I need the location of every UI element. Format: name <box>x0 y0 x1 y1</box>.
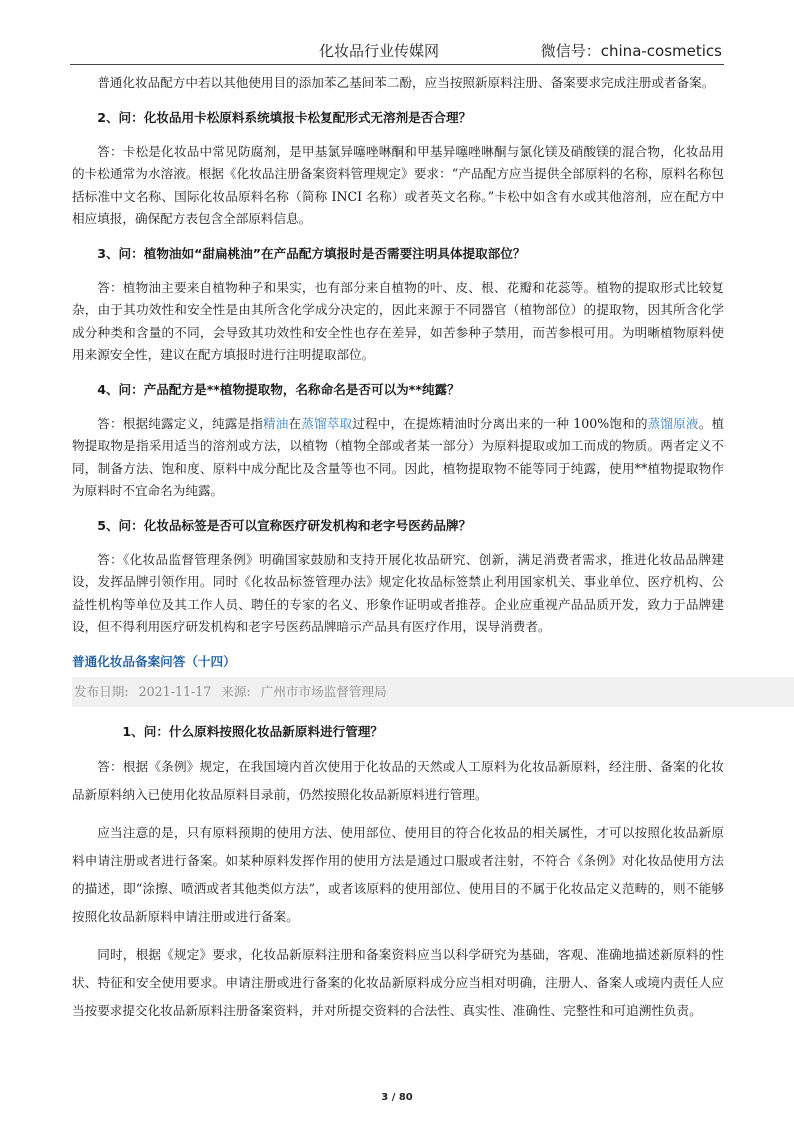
link-distillation-extraction[interactable]: 蒸馏萃取 <box>301 415 353 431</box>
answer-4-text-d: 。植物提取物是指采用适当的溶剂或方法，以植物（植物全部或者某一部分）为原料提取或加工而成的物质。两者定义不同，制备方法、饱和度、原料中成分配比及含量等也不同。因此，植物提取物不能等同于纯露，使用**植物提取物作为原料时不宜命名为纯露。 <box>72 415 725 498</box>
pub-date: 2021-11-17 <box>138 683 212 699</box>
answer-4 <box>72 413 724 503</box>
publish-info-bar <box>72 677 794 707</box>
source-label: 来源: <box>221 683 251 699</box>
answer-4-text-c: 过程中，在提炼精油时分离出来的一种 100%饱和的 <box>352 415 648 431</box>
answer-4-text-b: 在 <box>288 415 302 431</box>
section2-paragraph-2: 应当注意的是，只有原料预期的使用方法、使用部位、使用目的符合化妆品的相关属性，才可以按照化妆品新原料申请注册或者进行备案。如某种原料发挥作用的使用方法是通过口服或者注射，不符合《条例》对化妆品使用方法的描述，即“涂擦、喷洒或者其他类似方法”，或者该原料的使用部位、使用目的不属于化妆品定义范畴的，则不能够按照化妆品新原料申请注册或进行备案。 <box>72 824 724 924</box>
section2-paragraph-1: 答：根据《条例》规定，在我国境内首次使用于化妆品的天然或人工原料为化妆品新原料，经注册、备案的化妆品新原料纳入已使用化妆品原料目录前，仍然按照化妆品新原料进行管理。 <box>72 758 724 802</box>
section2-question-1: 1、问：什么原料按照化妆品新原料进行管理？ <box>122 723 384 739</box>
site-title: 化妆品行业传媒网 <box>319 42 440 60</box>
section2-body <box>72 721 724 1025</box>
wechat-id: 微信号：china-cosmetics <box>540 42 722 60</box>
section2-paragraph-3: 同时，根据《规定》要求，化妆品新原料注册和备案资料应当以科学研究为基础，客观、准确地描述新原料的性状、特征和安全使用要求。申请注册或进行备案的化妆品新原料成分应当相对明确，注册人、备案人或境内责任人应当按要求提交化妆品新原料注册备案资料，并对所提交资料的合法性、真实性、准确性、完整性和可追溯性负责。 <box>72 946 724 1018</box>
answer-5: 答：《化妆品监督管理条例》明确国家鼓励和支持开展化妆品研究、创新，满足消费者需求，推进化妆品品牌建设，发挥品牌引领作用。同时《化妆品标签管理办法》规定化妆品标签禁止利用国家机关、事业单位、医疗机构、公益性机构等单位及其工作人员、聘任的专家的名义、形象作证明或者推荐。企业应重视产品品质开发，致力于品牌建设，但不得利用医疗研发机构和老字号医药品牌暗示产品具有医疗作用，误导消费者。 <box>72 551 724 634</box>
answer-2: 答：卡松是化妆品中常见防腐剂，是甲基氯异噻唑啉酮和甲基异噻唑啉酮与氯化镁及硝酸镁的混合物，化妆品用的卡松通常为水溶液。根据《化妆品注册备案资料管理规定》要求：“产品配方应当提供全部原料的名称，原料名称包括标准中文名称、国际化妆品原料名称（简称 INCI 名称）或者英文名称。”卡松中如含有水或其他溶剂，应在配方中相应填报，确保配方表包含全部原料信息。 <box>72 143 724 226</box>
section-title: 普通化妆品备案问答（十四） <box>72 653 236 669</box>
link-distillation-liquid[interactable]: 蒸馏原液 <box>647 415 699 431</box>
question-2: 2、问：化妆品用卡松原料系统填报卡松复配形式无溶剂是否合理？ <box>97 109 472 125</box>
question-3: 3、问：植物油如“甜扁桃油”在产品配方填报时是否需要注明具体提取部位？ <box>97 245 526 261</box>
question-4: 4、问：产品配方是**植物提取物，名称命名是否可以为**纯露？ <box>97 381 460 397</box>
answer-4-text-a: 答：根据纯露定义，纯露是指 <box>97 415 263 431</box>
answer-3: 答：植物油主要来自植物种子和果实，也有部分来自植物的叶、皮、根、花瓣和花蕊等。植物的提取形式比较复杂，由于其功效性和安全性是由其所含化学成分决定的，因此来源于不同器官（植物部位）的提取物，因其所含化学成分种类和含量的不同，会导致其功效性和安全性也存在差异，如苦参种子禁用，而苦参根可用。为明晰植物原料使用来源安全性，建议在配方填报时进行注明提取部位。 <box>72 279 724 362</box>
page-header <box>70 38 724 65</box>
source-name: 广州市市场监督管理局 <box>260 683 387 699</box>
page-number: 3 / 80 <box>381 1092 413 1103</box>
pub-date-label: 发布日期: <box>74 683 129 699</box>
link-essential-oil[interactable]: 精油 <box>262 415 289 431</box>
intro-paragraph: 普通化妆品配方中若以其他使用目的添加苯乙基间苯二酚，应当按照新原料注册、备案要求完成注册或者备案。 <box>97 75 715 90</box>
question-5: 5、问：化妆品标签是否可以宣称医疗研发机构和老字号医药品牌？ <box>97 517 472 533</box>
main-content <box>72 72 724 1035</box>
